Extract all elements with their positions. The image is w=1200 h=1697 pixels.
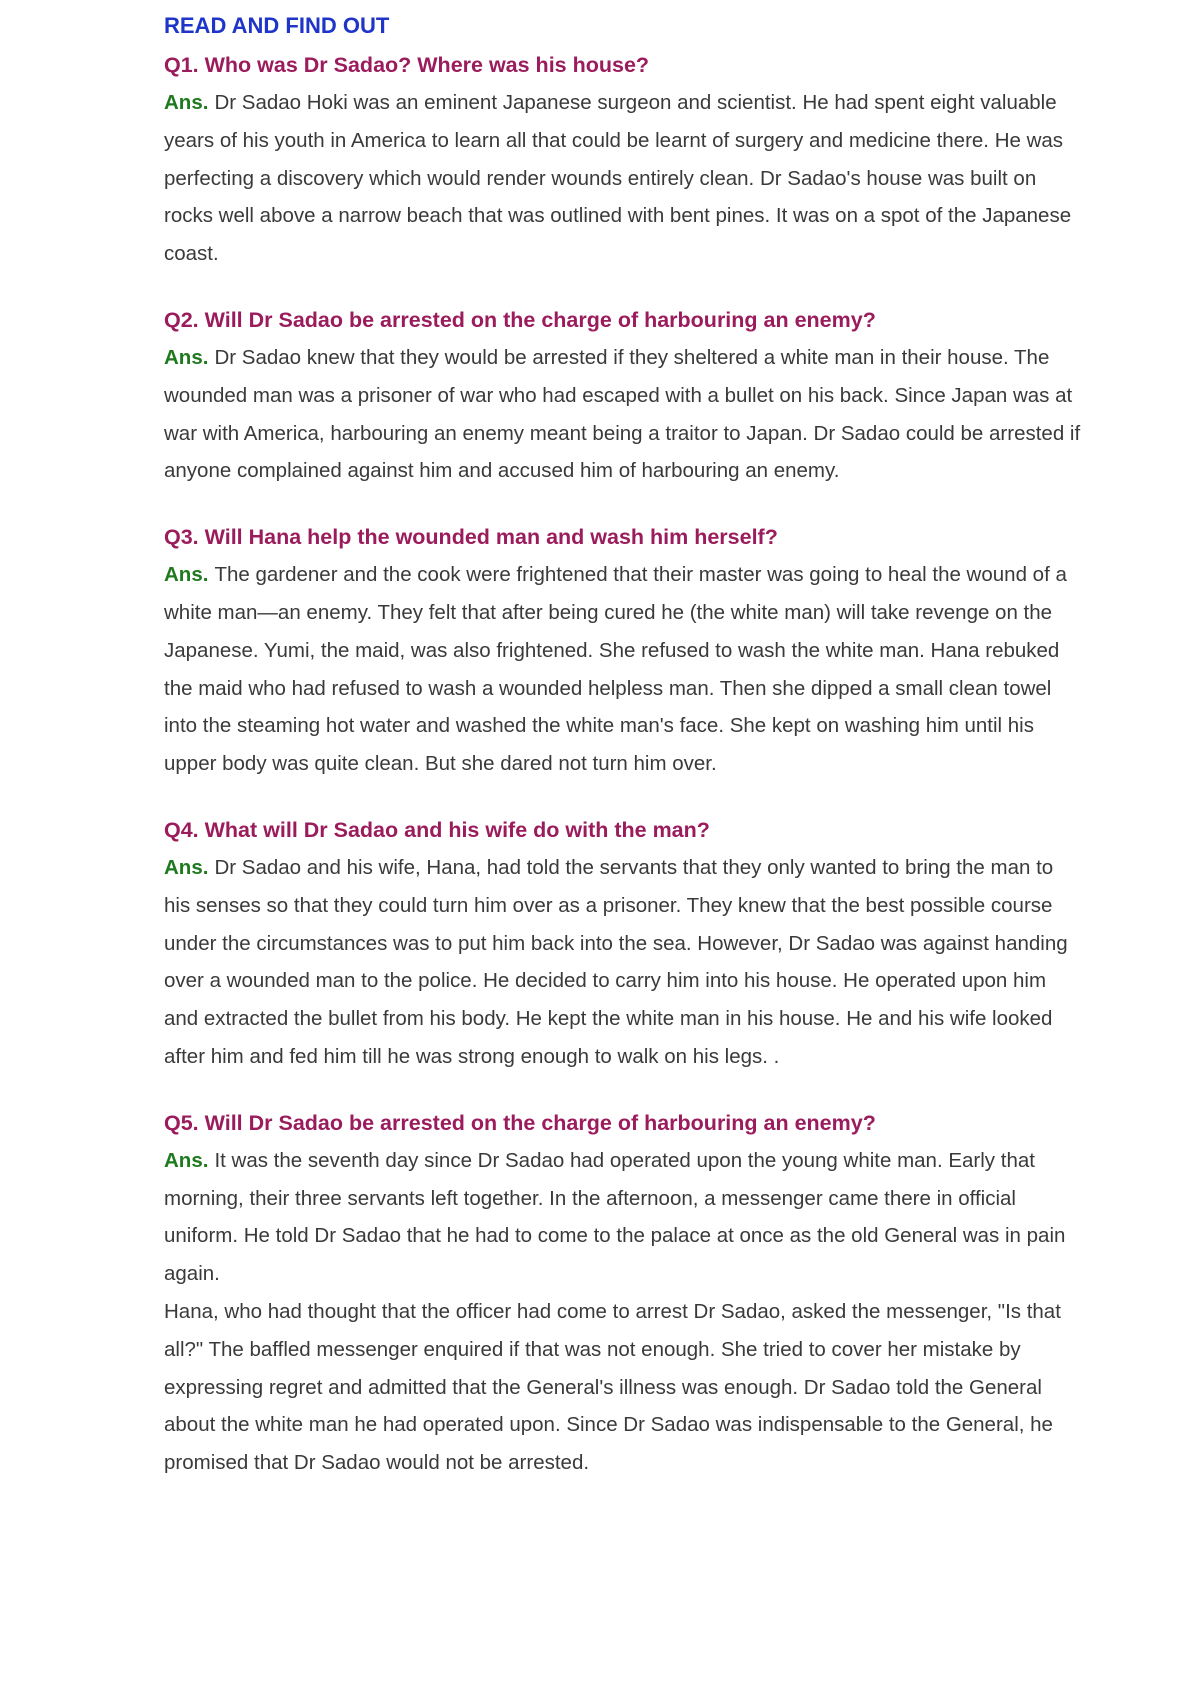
qa-block-3 [164, 520, 1084, 783]
answer-2-paragraph-1 [164, 339, 1084, 490]
question-5: Q5. Will Dr Sadao be arrested on the charge of harbouring an enemy? [164, 1110, 876, 1135]
answer-text: The gardener and the cook were frightened that their master was going to heal the wound of a white man—an enemy. They felt that after being cured he (the white man) will take revenge on the Japanese. Yumi, the maid, was also frightened. She refused to wash the white man. Hana rebuked the maid who had refused to wash a wounded helpless man. Then she dipped a small clean towel into the steaming hot water and washed the white man's face. She kept on washing him until his upper body was quite clean. But she dared not turn him over. [164, 563, 1067, 776]
answer-label: Ans. [164, 91, 209, 114]
answer-label: Ans. [164, 855, 209, 879]
answer-text: Dr Sadao Hoki was an eminent Japanese surgeon and scientist. He had spent eight valuable years of his youth in America to learn all that could be learnt of surgery and medicine there. He was perfecting a discovery which would render wounds entirely clean. Dr Sadao's house was built on rocks well above a narrow beach that was outlined with bent pines. It was on a spot of the Japanese coast. [164, 91, 1072, 266]
question-4: Q4. What will Dr Sadao and his wife do with the man? [164, 817, 710, 842]
answer-3-paragraph-1 [164, 556, 1084, 783]
answer-4-paragraph-1 [164, 849, 1084, 1076]
question-3: Q3. Will Hana help the wounded man and wash him herself? [164, 525, 778, 550]
answer-5-paragraph-1 [164, 1142, 1084, 1293]
answer-label: Ans. [164, 345, 209, 369]
document-page [164, 10, 1084, 1512]
answer-text: Dr Sadao knew that they would be arrested if they sheltered a white man in their house. The wounded man was a prisoner of war who had escaped with a bullet on his back. Since Japan was at war with America, harbouring an enemy meant being a traitor to Japan. Dr Sadao could be arrested if anyone complained against him and accused him of harbouring an enemy. [164, 345, 1081, 483]
qa-block-2 [164, 303, 1084, 490]
question-1: Q1. Who was Dr Sadao? Where was his house? [164, 53, 650, 77]
question-2: Q2. Will Dr Sadao be arrested on the charge of harbouring an enemy? [164, 307, 876, 332]
answer-text: It was the seventh day since Dr Sadao had operated upon the young white man. Early that morning, their three servants left together. In the afternoon, a messenger came there in official uniform. He told Dr Sadao that he had to come to the palace at once as the old General was in pain again. [164, 1148, 1066, 1286]
answer-label: Ans. [164, 563, 209, 587]
section-heading: READ AND FIND OUT [164, 13, 390, 38]
answer-1-paragraph-1 [164, 84, 1084, 273]
answer-5-paragraph-2: Hana, who had thought that the officer had come to arrest Dr Sadao, asked the messenger, "Is that all?" The baffled messenger enquired if that was not enough. She tried to cover her mistake by expressing regret and admitted that the General's illness was enough. Dr Sadao told the General about the white man he had operated upon. Since Dr Sadao was indispensable to the General, he promised that Dr Sadao would not be arrested. [164, 1299, 1061, 1475]
answer-text: Dr Sadao and his wife, Hana, had told the servants that they only wanted to bring the man to his senses so that they could turn him over as a prisoner. They knew that the best possible course under the circumstances was to put him back into the sea. However, Dr Sadao was against handing over a wounded man to the police. He decided to carry him into his house. He operated upon him and extracted the bullet from his body. He kept the white man in his house. He and his wife looked after him and fed him till he was strong enough to walk on his legs. . [164, 855, 1068, 1068]
answer-label: Ans. [164, 1148, 209, 1172]
qa-block-1 [164, 48, 1084, 273]
qa-block-4 [164, 813, 1084, 1076]
qa-block-5 [164, 1106, 1084, 1482]
